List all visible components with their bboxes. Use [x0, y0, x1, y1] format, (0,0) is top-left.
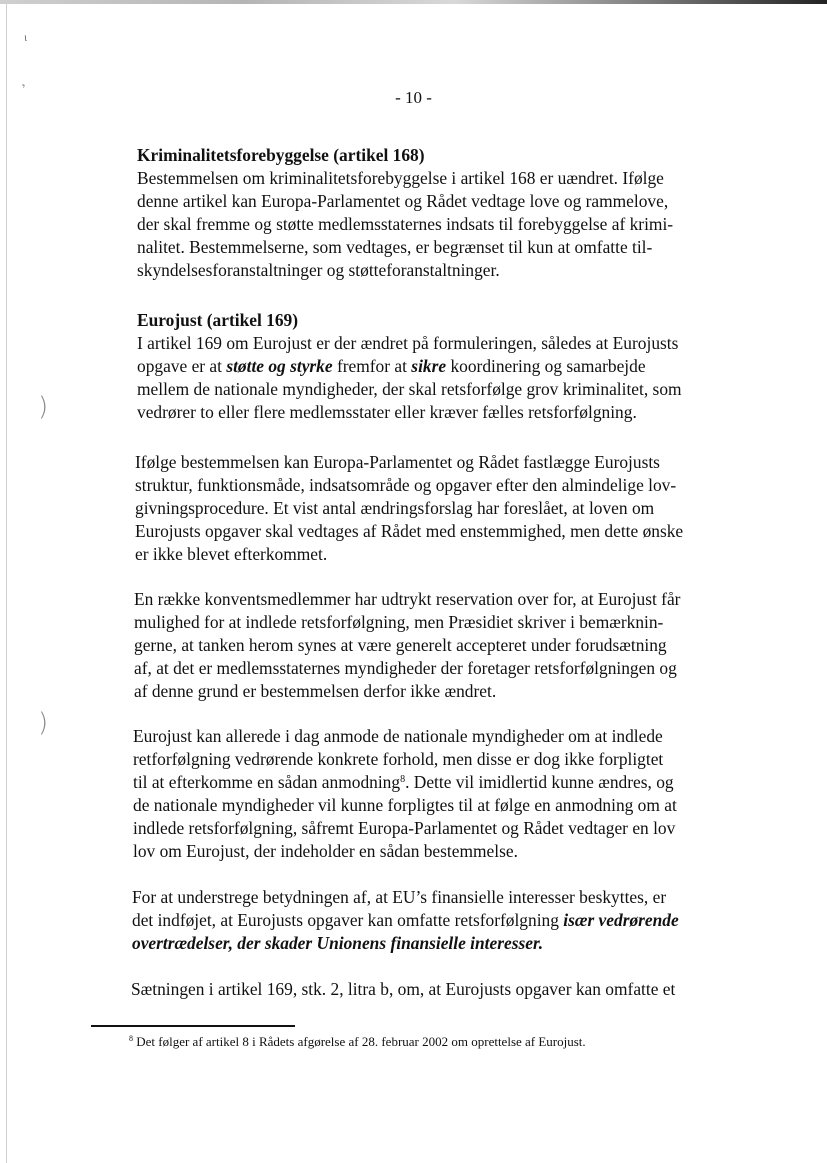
text-line [133, 771, 677, 794]
text-line: Eurojust kan allerede i dag anmode de nationale myndigheder om at indlede [133, 726, 663, 746]
text-line [132, 909, 679, 932]
text-line: skyndelsesforanstaltninger og støtteforanstaltninger. [137, 260, 500, 280]
paragraph-ifolge [135, 451, 683, 566]
text-line: mellem de nationale myndigheder, der skal retsforfølge grov kriminalitet, som [137, 379, 682, 399]
emphasis-text: støtte og styrke [226, 356, 333, 376]
section-eurojust [137, 309, 682, 424]
margin-mark: ι [24, 30, 28, 44]
text-line: Sætningen i artikel 169, stk. 2, litra b, om, at Eurojusts opgaver kan omfatte et [131, 979, 676, 999]
text-line: En række konventsmedlemmer har udtrykt reservation over for, at Eurojust får [134, 589, 681, 609]
text-line: struktur, funktionsmåde, indsatsområde og opgaver efter den almindelige lov- [135, 475, 677, 495]
text-run: opgave er at [137, 356, 227, 376]
emphasis-text: sikre [411, 356, 447, 376]
section-kriminalitet [137, 144, 673, 282]
margin-parenthesis: ) [38, 392, 49, 422]
footnote-marker: 8 [129, 1034, 133, 1043]
page-number: - 10 - [395, 88, 432, 107]
margin-parenthesis: ) [38, 708, 49, 738]
text-line: vedrører to eller flere medlemsstater eller kræver fælles retsforfølgning. [137, 402, 637, 422]
text-line: givningsprocedure. Et vist antal ændringsforslag har foreslået, at loven om [135, 498, 655, 518]
text-run: . Dette vil imidlertid kunne ændres, og [405, 772, 674, 792]
text-line [137, 355, 682, 378]
section-heading: Kriminalitetsforebyggelse (artikel 168) [137, 145, 425, 165]
text-line: Eurojusts opgaver skal vedtages af Rådet med enstemmighed, men dette ønske [135, 521, 684, 541]
footnote-separator [91, 1025, 295, 1027]
text-line: I artikel 169 om Eurojust er der ændret på formuleringen, således at Eurojusts [137, 333, 679, 353]
emphasis-text: overtrædelser, der skader Unionens finansielle interesser. [132, 933, 544, 953]
text-run: fremfor at [332, 356, 412, 376]
text-line: mulighed for at indlede retsforfølgning, men Præsidiet skriver i bemærknin- [134, 612, 664, 632]
text-line: indlede retsforfølgning, såfremt Europa-Parlamentet og Rådet vedtager en lov [133, 818, 676, 838]
text-line: af, at det er medlemsstaternes myndigheder der foretager retsforfølgningen og [134, 658, 677, 678]
text-line: nalitet. Bestemmelserne, som vedtages, er begrænset til kun at omfatte til- [137, 237, 653, 257]
scan-left-edge [6, 0, 7, 1163]
text-run: koordinering og samarbejde [446, 356, 646, 376]
text-line: de nationale myndigheder vil kunne forpligtes til at følge en anmodning om at [133, 795, 677, 815]
text-line: gerne, at tanken herom synes at være generelt accepteret under forudsætning [134, 635, 667, 655]
paragraph-saetningen [131, 978, 675, 1001]
paragraph-anmode [133, 725, 677, 863]
footnote-text: Det følger af artikel 8 i Rådets afgørelse af 28. februar 2002 om oprettelse af Eurojust. [133, 1034, 586, 1049]
text-line: denne artikel kan Europa-Parlamentet og Rådet vedtage love og rammelove, [137, 191, 669, 211]
text-run: til at efterkomme en sådan anmodning [133, 772, 401, 792]
emphasis-text: især vedrørende [563, 910, 679, 930]
margin-mark: י [22, 80, 26, 94]
text-line: Ifølge bestemmelsen kan Europa-Parlamentet og Rådet fastlægge Eurojusts [135, 452, 660, 472]
footnote-reference: 8 [400, 774, 406, 785]
footnote [129, 1034, 586, 1050]
text-run: det indføjet, at Eurojusts opgaver kan omfatte retsforfølgning [132, 910, 564, 930]
text-line: der skal fremme og støtte medlemsstaternes indsats til forebyggelse af krimi- [137, 214, 674, 234]
text-line: af denne grund er bestemmelsen derfor ikke ændret. [134, 681, 497, 701]
paragraph-finans [132, 886, 679, 955]
text-line: Bestemmelsen om kriminalitetsforebyggelse i artikel 168 er uændret. Ifølge [137, 168, 664, 188]
text-line: retforfølgning vedrørende konkrete forhold, men disse er dog ikke forpligtet [133, 749, 664, 769]
scan-top-edge [0, 0, 827, 4]
section-heading: Eurojust (artikel 169) [137, 310, 299, 330]
text-line: lov om Eurojust, der indeholder en sådan bestemmelse. [133, 841, 518, 861]
paragraph-konvent [134, 588, 680, 703]
text-line: For at understrege betydningen af, at EU’s finansielle interesser beskyttes, er [132, 887, 667, 907]
text-line: er ikke blevet efterkommet. [135, 544, 328, 564]
